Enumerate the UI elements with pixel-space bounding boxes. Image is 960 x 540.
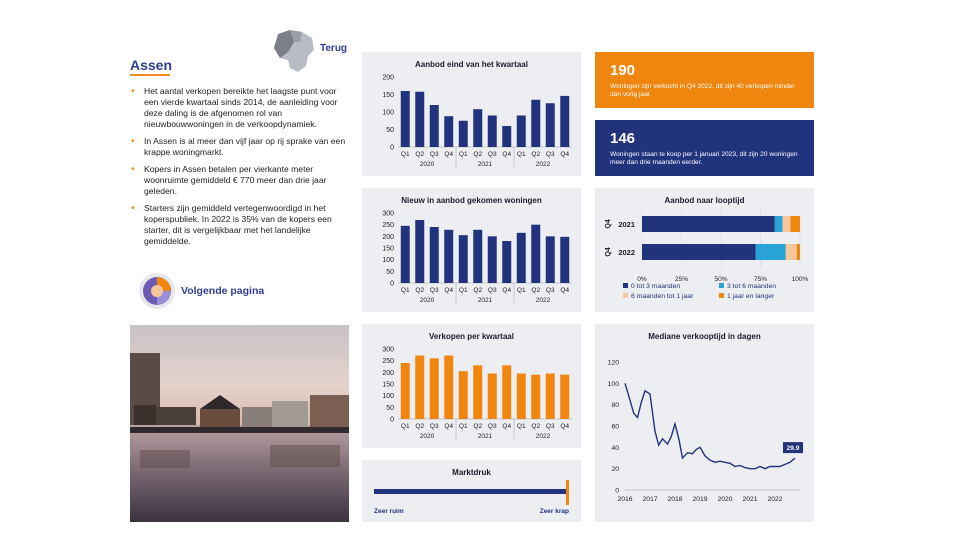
x-group-label: 2021: [477, 297, 493, 304]
bar: [517, 116, 526, 148]
bar: [488, 116, 497, 148]
bar: [459, 121, 468, 147]
x-group-label: 2022: [535, 433, 551, 440]
y-tick-label: 250: [382, 358, 394, 366]
bar: [502, 241, 511, 283]
x-tick-label: Q1: [516, 151, 526, 158]
x-tick-label: Q4: [502, 423, 512, 430]
x-group-label: 2020: [419, 161, 435, 168]
x-tick-label: Q2: [415, 151, 425, 158]
x-tick-label: Q1: [400, 423, 410, 430]
x-tick-label: 2017: [642, 496, 658, 503]
legend-label: 6 maanden tot 1 jaar: [631, 293, 694, 300]
bar: [459, 235, 468, 283]
chart-title: Verkopen per kwartaal: [429, 332, 514, 341]
x-tick-label: Q2: [473, 151, 483, 158]
x-tick-label: 75%: [753, 276, 768, 283]
y-tick-label: 200: [382, 74, 394, 82]
y-tick-label: 300: [382, 346, 394, 354]
category-label: 2021: [618, 220, 635, 229]
bar: [531, 375, 540, 419]
x-tick-label: Q4: [502, 287, 512, 294]
stacked-segment: [642, 244, 756, 260]
y-tick-label: 50: [386, 268, 394, 276]
bullet-item: • Starters zijn gemiddeld vertegenwoordigd in het koperspubliek. In 2022 is 35% van de kopers een starter, dit is vergelijkbaar met het landelijke gemiddelde.: [128, 203, 350, 247]
x-tick-label: 2020: [717, 496, 733, 503]
x-tick-label: 2016: [617, 496, 633, 503]
x-tick-label: Q4: [444, 287, 454, 294]
stacked-segment: [786, 244, 797, 260]
bar: [488, 374, 497, 420]
stacked-segment: [642, 216, 775, 232]
x-tick-label: Q1: [516, 423, 526, 430]
bullet-item: • In Assen is al meer dan vijf jaar op rij sprake van een krappe woningmarkt.: [128, 136, 350, 158]
y-tick-label: 60: [611, 423, 619, 431]
legend-swatch: [623, 293, 628, 298]
bar: [473, 230, 482, 283]
legend-label: 1 jaar en langer: [727, 293, 775, 300]
x-tick-label: 2019: [692, 496, 708, 503]
x-tick-label: Q4: [560, 423, 570, 430]
page-title: Assen: [130, 57, 173, 73]
y-tick-label: 150: [382, 381, 394, 389]
x-group-label: 2020: [419, 433, 435, 440]
bar: [430, 227, 439, 283]
chart-panel-verkooptijd: [595, 324, 814, 522]
y-tick-label: 200: [382, 233, 394, 241]
chart-panel-looptijd: [595, 188, 814, 312]
y-tick-label: 100: [382, 393, 394, 401]
last-value-label: 29.9: [786, 445, 800, 453]
bar: [531, 100, 540, 147]
x-tick-label: Q3: [487, 151, 497, 158]
x-tick-label: 50%: [714, 276, 728, 283]
x-tick-label: Q3: [429, 423, 439, 430]
bar: [560, 375, 569, 419]
x-tick-label: 25%: [674, 276, 689, 283]
x-group-label: 2020: [419, 297, 435, 304]
bar: [517, 374, 526, 420]
x-tick-label: Q2: [531, 287, 541, 294]
y-tick-label: 100: [382, 257, 394, 265]
bar: [502, 365, 511, 419]
y-tick-label: 300: [382, 210, 394, 218]
bar: [401, 226, 410, 283]
bar: [430, 105, 439, 147]
x-tick-label: Q2: [473, 423, 483, 430]
marktdruk-left-label: Zeer ruim: [374, 508, 404, 515]
x-tick-label: 2018: [667, 496, 683, 503]
series-line: [625, 383, 795, 468]
bar: [517, 233, 526, 283]
y-tick-label: 0: [390, 280, 394, 288]
legend-label: 3 tot 6 maanden: [727, 283, 777, 290]
kpi-card-verkocht: [595, 52, 814, 108]
bar: [415, 220, 424, 283]
y-tick-label: 40: [611, 444, 619, 452]
region-map-icon[interactable]: [272, 28, 316, 74]
next-page-link[interactable]: Volgende pagina: [181, 285, 265, 297]
x-tick-label: Q3: [487, 287, 497, 294]
back-link[interactable]: Terug: [320, 43, 348, 54]
y-tick-label: 150: [382, 245, 394, 253]
x-tick-label: Q4: [502, 151, 512, 158]
chart-title: Nieuw in aanbod gekomen woningen: [401, 196, 542, 205]
x-group-label: 2021: [477, 161, 493, 168]
bar: [444, 356, 453, 419]
y-tick-label: 20: [611, 466, 619, 474]
x-tick-label: Q4: [444, 151, 454, 158]
bar: [546, 103, 555, 147]
x-group-label: 2021: [477, 433, 493, 440]
verkopen-bar-chart: [362, 324, 581, 448]
y-tick-label: 100: [382, 109, 394, 117]
stacked-segment: [797, 244, 800, 260]
bar: [430, 358, 439, 419]
chart-title: Mediane verkooptijd in dagen: [648, 332, 761, 341]
kpi-value: 146: [610, 130, 636, 147]
y-tick-label: 100: [607, 380, 619, 388]
kpi-value: 190: [610, 62, 636, 79]
bar: [473, 365, 482, 419]
x-tick-label: Q3: [545, 287, 555, 294]
x-tick-label: Q3: [429, 287, 439, 294]
x-tick-label: Q4: [560, 287, 570, 294]
y-tick-label: 50: [386, 404, 394, 412]
bar: [459, 371, 468, 419]
x-tick-label: Q1: [458, 287, 468, 294]
marktdruk-panel: [362, 460, 581, 522]
legend-label: 0 tot 3 maanden: [631, 283, 681, 290]
stacked-segment: [756, 244, 786, 260]
y-tick-label: 120: [607, 359, 619, 367]
y-tick-label: 250: [382, 222, 394, 230]
bar: [415, 92, 424, 147]
next-page-icon[interactable]: [138, 272, 176, 310]
x-tick-label: Q1: [400, 151, 410, 158]
x-tick-label: 0%: [637, 276, 647, 283]
x-tick-label: Q2: [531, 151, 541, 158]
bullet-item: • Het aantal verkopen bereikte het laagste punt voor een vierde kwartaal sinds 2014, de aanleiding voor deze daling is de afgenomen rol van nieuwbouwwoningen in de verkoopdynamiek.: [128, 86, 350, 130]
x-tick-label: Q1: [458, 151, 468, 158]
x-tick-label: Q3: [487, 423, 497, 430]
chart-panel-nieuw: [362, 188, 581, 312]
chart-title: Aanbod eind van het kwartaal: [415, 60, 528, 69]
y-tick-label: 50: [386, 127, 394, 134]
x-group-label: 2022: [535, 297, 551, 304]
stacked-segment: [775, 216, 783, 232]
x-tick-label: Q4: [444, 423, 454, 430]
bullet-item: • Kopers in Assen betalen per vierkante meter woonruimte gemiddeld € 770 meer dan drie jaar geleden.: [128, 164, 350, 197]
city-canal-photo: [130, 325, 349, 522]
bar: [401, 91, 410, 147]
y-tick-label: 0: [390, 416, 394, 424]
x-group-label: 2022: [535, 161, 551, 168]
bar: [546, 374, 555, 420]
bar: [444, 116, 453, 147]
verkooptijd-line-chart: [595, 324, 814, 522]
looptijd-stacked-chart: [595, 188, 814, 312]
chart-panel-verkopen: [362, 324, 581, 448]
kpi-description: Woningen zijn verkocht in Q4 2022, dit zijn 40 verkopen minder dan vorig jaar.: [610, 83, 795, 98]
stacked-segment: [791, 216, 800, 232]
y-tick-label: 150: [382, 92, 394, 99]
chart-title: Aanbod naar looptijd: [664, 196, 745, 205]
x-tick-label: Q3: [545, 423, 555, 430]
bar: [444, 230, 453, 283]
bar: [531, 225, 540, 283]
marktdruk-right-label: Zeer krap: [539, 508, 569, 515]
legend-swatch: [719, 293, 724, 298]
x-tick-label: Q3: [545, 151, 555, 158]
stacked-segment: [783, 216, 791, 232]
legend-swatch: [623, 283, 628, 288]
bar: [401, 363, 410, 419]
kpi-card-te-koop: [595, 120, 814, 176]
x-tick-label: Q2: [531, 423, 541, 430]
bar: [560, 96, 569, 147]
kpi-description: Woningen staan te koop per 1 januari 2023, dit zijn 20 woningen meer dan drie maanden eerder.: [610, 151, 798, 166]
x-tick-label: 2021: [742, 496, 758, 503]
quarter-tag: Q4: [605, 219, 612, 229]
x-tick-label: 100%: [791, 276, 809, 283]
bar: [546, 236, 555, 283]
bar: [473, 109, 482, 147]
x-tick-label: Q2: [415, 423, 425, 430]
bar: [502, 126, 511, 147]
x-tick-label: Q3: [429, 151, 439, 158]
y-tick-label: 0: [615, 487, 619, 495]
x-tick-label: Q1: [400, 287, 410, 294]
x-tick-label: Q1: [516, 287, 526, 294]
quarter-tag: Q4: [605, 247, 612, 257]
category-label: 2022: [618, 248, 635, 257]
x-tick-label: Q2: [415, 287, 425, 294]
bar: [560, 237, 569, 283]
x-tick-label: Q4: [560, 151, 570, 158]
marktdruk-marker: [566, 480, 569, 505]
aanbod-bar-chart: [362, 52, 581, 176]
marktdruk-title: Marktdruk: [452, 468, 491, 477]
nieuw-bar-chart: [362, 188, 581, 312]
bar: [488, 236, 497, 283]
y-tick-label: 200: [382, 369, 394, 377]
bullet-list: [128, 86, 350, 253]
title-underline: [130, 74, 170, 76]
y-tick-label: 0: [390, 144, 394, 152]
x-tick-label: Q2: [473, 287, 483, 294]
bar: [415, 356, 424, 419]
x-tick-label: 2022: [767, 496, 783, 503]
marktdruk-bar: [374, 489, 569, 494]
x-tick-label: Q1: [458, 423, 468, 430]
legend-swatch: [719, 283, 724, 288]
chart-panel-aanbod: [362, 52, 581, 176]
y-tick-label: 80: [611, 402, 619, 410]
